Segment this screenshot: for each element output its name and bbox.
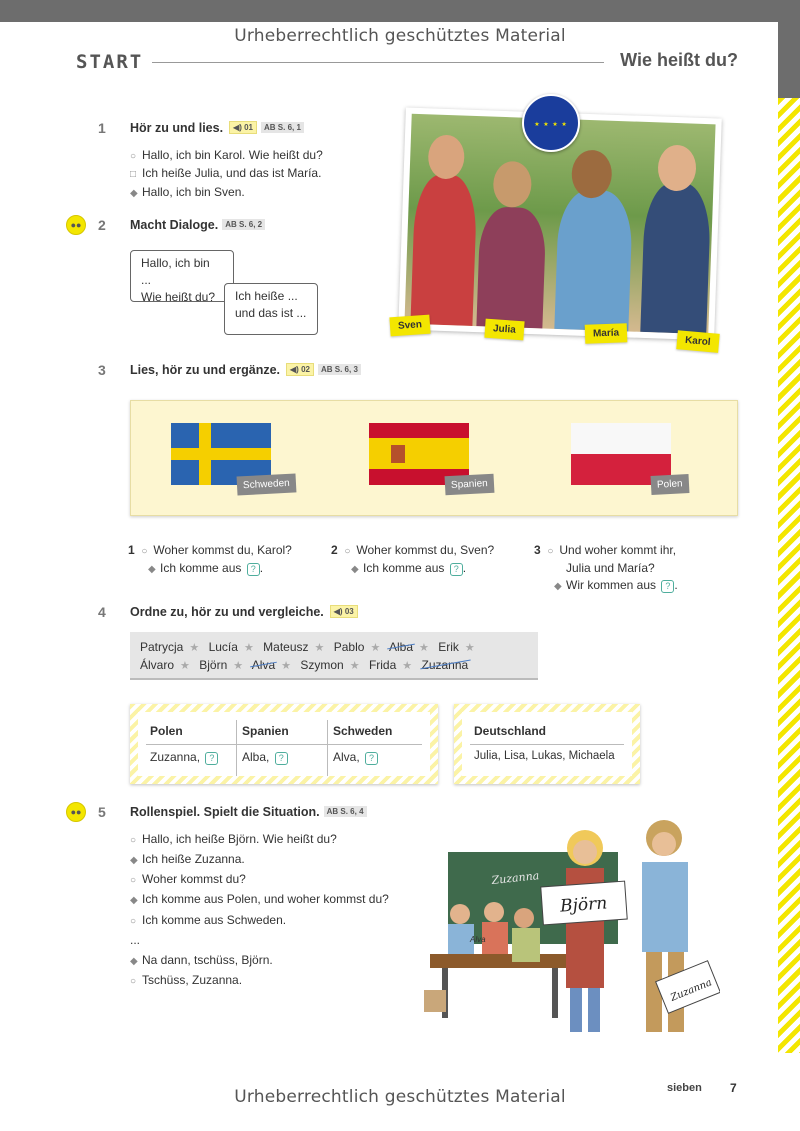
girl-leg (570, 988, 582, 1032)
speech-bubble-1 (130, 250, 234, 302)
name-word: Szymon (300, 658, 344, 672)
item-3-answer: Wir kommen aus (566, 578, 657, 592)
dialog-line-3 (130, 185, 245, 199)
name-tag-karol: Karol (676, 330, 719, 353)
task-3-number: 3 (98, 362, 106, 378)
audio-track-02[interactable]: ◀) 02 (286, 363, 314, 376)
student-head (450, 904, 470, 924)
classroom-illustration (420, 812, 720, 1036)
top-bar (0, 0, 800, 22)
star-icon: ★ (281, 660, 292, 672)
item-1-answer: Ich komme aus (160, 561, 242, 575)
cell-spanien-text: Alba, (242, 750, 270, 764)
boy-face (652, 832, 676, 856)
audio-track-03[interactable]: ◀) 03 (330, 605, 358, 618)
dialog-line-1 (130, 148, 323, 162)
watermark-top: Urheberrechtlich geschütztes Material (234, 26, 566, 46)
task-1-title-text: Hör zu und lies. (130, 121, 224, 135)
item-3-question-cont: Julia und María? (566, 561, 655, 575)
task-2-title (130, 218, 265, 232)
name-word-crossed: Alva (251, 658, 276, 672)
task-5-title (130, 805, 367, 819)
item-3-question: Und woher kommt ihr, (559, 543, 677, 557)
group-work-icon: ●● (66, 215, 86, 235)
name-word: Erik (438, 640, 459, 654)
cell-schweden (333, 750, 378, 765)
star-icon: ★ (464, 642, 475, 654)
cell-deutschland: Julia, Lisa, Lukas, Michaela (474, 750, 615, 762)
star-icon: ★ (314, 642, 325, 654)
dialog-line-2 (130, 166, 321, 180)
table-rule (146, 744, 422, 745)
roleplay-line-1-text: Hallo, ich heiße Björn. Wie heißt du? (142, 832, 337, 846)
roleplay-line-6 (130, 953, 273, 967)
school-bag (424, 990, 446, 1012)
task-2-title-text: Macht Dialoge. (130, 218, 219, 232)
person-karol (640, 182, 711, 334)
yellow-stripe (778, 98, 800, 1053)
country-table-inner (138, 712, 430, 776)
task-3-title (130, 363, 361, 377)
star-icon: ★ (243, 642, 254, 654)
germany-table-inner (462, 712, 632, 776)
workbook-ref-3: AB S. 6, 3 (318, 364, 361, 375)
name-word: Frida (368, 658, 397, 672)
cell-polen (150, 750, 218, 765)
bubble-2-line-2: und das ist ... (235, 306, 307, 320)
name-word-box (130, 632, 538, 680)
student-sign-name: Alva (470, 935, 486, 944)
item-3-number: 3 (534, 543, 541, 557)
circle-bullet-icon: ○ (141, 546, 148, 557)
word-row-2 (140, 658, 468, 672)
star-icon: ★ (180, 660, 190, 672)
roleplay-line-7-text: Tschüss, Zuzanna. (142, 973, 243, 987)
exercise-3-item-3-answer: ◆ Wir kommen aus ? . (554, 578, 678, 592)
circle-bullet-icon: ○ (547, 546, 554, 557)
item-2-answer: Ich komme aus (363, 561, 445, 575)
header-rule (152, 62, 604, 63)
roleplay-line-3-text: Woher kommst du? (142, 872, 246, 886)
name-word: Patrycja (140, 640, 184, 654)
audio-01-label: 01 (244, 123, 254, 132)
page-word: sieben (667, 1082, 702, 1094)
blank-schweden[interactable]: ? (365, 752, 378, 765)
circle-bullet-icon: ○ (130, 916, 137, 927)
sign-zuzanna-text: Zuzanna (669, 977, 714, 1004)
workbook-ref-1: AB S. 6, 1 (261, 122, 304, 133)
star-icon: ★ (402, 660, 413, 672)
speech-bubble-2 (224, 283, 318, 335)
task-4-title-text: Ordne zu, hör zu und vergleiche. (130, 605, 324, 619)
name-word: Björn (199, 658, 228, 672)
item-2-number: 2 (331, 543, 338, 557)
col-header-schweden: Schweden (333, 724, 393, 738)
blank-input-2[interactable]: ? (450, 563, 463, 576)
circle-bullet-icon: ○ (130, 875, 137, 886)
exercise-3-item-1-answer: ◆ Ich komme aus ? . (148, 561, 264, 575)
exercise-3-item-3 (534, 543, 676, 557)
roleplay-line-7 (130, 973, 242, 987)
audio-03-label: 03 (344, 607, 354, 616)
task-1-title (130, 121, 304, 135)
col-divider (327, 720, 328, 776)
roleplay-line-5-text: Ich komme aus Schweden. (142, 913, 287, 927)
task-3-title-text: Lies, hör zu und ergänze. (130, 363, 281, 377)
girl-face (573, 840, 597, 864)
name-word: Lucía (208, 640, 238, 654)
name-word-crossed: Zuzanna (421, 658, 469, 672)
name-tag-maria: María (585, 323, 628, 343)
desk-leg (552, 968, 558, 1018)
student-body (482, 922, 508, 954)
dialog-line-1-text: Hallo, ich bin Karol. Wie heißt du? (142, 148, 323, 162)
dialog-line-3-text: Hallo, ich bin Sven. (142, 185, 245, 199)
cell-polen-text: Zuzanna, (150, 750, 201, 764)
task-2-number: 2 (98, 217, 106, 233)
circle-bullet-icon: ○ (130, 151, 137, 162)
flag-label-polen: Polen (651, 474, 690, 495)
page-title: Wie heißt du? (620, 50, 738, 70)
diamond-bullet-icon: ◆ (351, 564, 359, 575)
diamond-bullet-icon: ◆ (130, 895, 138, 906)
girl-leg (588, 988, 600, 1032)
name-word: Mateusz (263, 640, 309, 654)
task-1-number: 1 (98, 120, 106, 136)
star-icon: ★ (419, 642, 429, 654)
person-maria (554, 189, 633, 331)
roleplay-line-3 (130, 872, 246, 886)
table-rule (470, 744, 624, 745)
name-word-crossed: Alba (388, 640, 414, 654)
blank-spanien[interactable]: ? (275, 752, 288, 765)
roleplay-ellipsis: ... (130, 933, 141, 947)
diamond-bullet-icon: ◆ (130, 855, 138, 866)
chalkboard-name: Zuzanna (490, 869, 540, 887)
roleplay-line-4 (130, 892, 389, 906)
country-table (130, 704, 438, 784)
word-row-1 (140, 640, 481, 654)
col-divider (236, 720, 237, 776)
circle-bullet-icon: ○ (130, 976, 137, 987)
exercise-3-item-2 (331, 543, 494, 557)
germany-table (454, 704, 640, 784)
diamond-bullet-icon: ◆ (554, 581, 562, 592)
blank-polen[interactable]: ? (205, 752, 218, 765)
diamond-bullet-icon: ◆ (130, 188, 138, 199)
page-number: 7 (730, 1081, 737, 1095)
task-5-number: 5 (98, 804, 106, 820)
bubble-2-line-1: Ich heiße ... (235, 289, 298, 303)
roleplay-line-5 (130, 913, 286, 927)
task-4-title (130, 605, 358, 619)
cell-spanien (242, 750, 288, 765)
circle-bullet-icon: ○ (344, 546, 351, 557)
roleplay-line-6-text: Na dann, tschüss, Björn. (142, 953, 273, 967)
roleplay-line-4-text: Ich komme aus Polen, und woher kommst du? (142, 892, 389, 906)
head-julia (493, 161, 533, 208)
student-head (514, 908, 534, 928)
workbook-ref-5: AB S. 6, 4 (324, 806, 367, 817)
sign-bjorn-text: Björn (559, 893, 608, 917)
name-tag-sven: Sven (389, 315, 430, 337)
workbook-ref-2: AB S. 6, 2 (222, 219, 265, 230)
col-header-deutschland: Deutschland (474, 724, 547, 738)
bubble-1-line-2: Wie heißt du? (141, 290, 216, 304)
dialog-line-2-text: Ich heiße Julia, und das ist María. (142, 166, 322, 180)
item-2-question: Woher kommst du, Sven? (356, 543, 495, 557)
flag-label-spanien: Spanien (445, 474, 495, 496)
name-word: Pablo (333, 640, 365, 654)
col-header-spanien: Spanien (242, 724, 289, 738)
student-head (484, 902, 504, 922)
blank-input-3[interactable]: ? (661, 580, 674, 593)
name-tag-julia: Julia (484, 319, 524, 341)
flags-panel (130, 400, 738, 516)
col-header-polen: Polen (150, 724, 183, 738)
audio-02-label: 02 (301, 365, 310, 374)
diamond-bullet-icon: ◆ (148, 564, 156, 575)
item-1-question: Woher kommst du, Karol? (153, 543, 292, 557)
square-bullet-icon: □ (130, 169, 137, 180)
flag-label-schweden: Schweden (237, 473, 297, 495)
roleplay-line-2-text: Ich heiße Zuzanna. (142, 852, 245, 866)
section-label: START (76, 51, 144, 73)
boy-body (642, 862, 688, 952)
eu-flag-icon: ★ ★ ★ ★ (522, 94, 580, 152)
bubble-1-line-1: Hallo, ich bin ... (141, 256, 210, 287)
head-sven (428, 134, 466, 179)
star-icon: ★ (370, 642, 381, 654)
person-sven (410, 174, 477, 326)
cell-schweden-text: Alva, (333, 750, 360, 764)
audio-track-01[interactable]: ◀) 01 (229, 121, 257, 134)
roleplay-line-2 (130, 852, 245, 866)
star-icon: ★ (233, 660, 244, 672)
student-body (512, 928, 540, 962)
circle-bullet-icon: ○ (130, 835, 137, 846)
person-julia (476, 206, 546, 328)
task-5-title-text: Rollenspiel. Spielt die Situation. (130, 805, 320, 819)
name-word: Álvaro (140, 658, 175, 672)
star-icon: ★ (349, 660, 360, 672)
group-work-icon: ●● (66, 802, 86, 822)
task-4-number: 4 (98, 604, 106, 620)
watermark-bottom: Urheberrechtlich geschütztes Material (234, 1087, 566, 1107)
roleplay-line-1 (130, 832, 337, 846)
diamond-bullet-icon: ◆ (130, 956, 138, 967)
blank-input-1[interactable]: ? (247, 563, 260, 576)
exercise-3-item-1 (128, 543, 292, 557)
item-1-number: 1 (128, 543, 135, 557)
exercise-3-item-2-answer: ◆ Ich komme aus ? . (351, 561, 467, 575)
star-icon: ★ (189, 642, 200, 654)
desk (430, 954, 570, 968)
